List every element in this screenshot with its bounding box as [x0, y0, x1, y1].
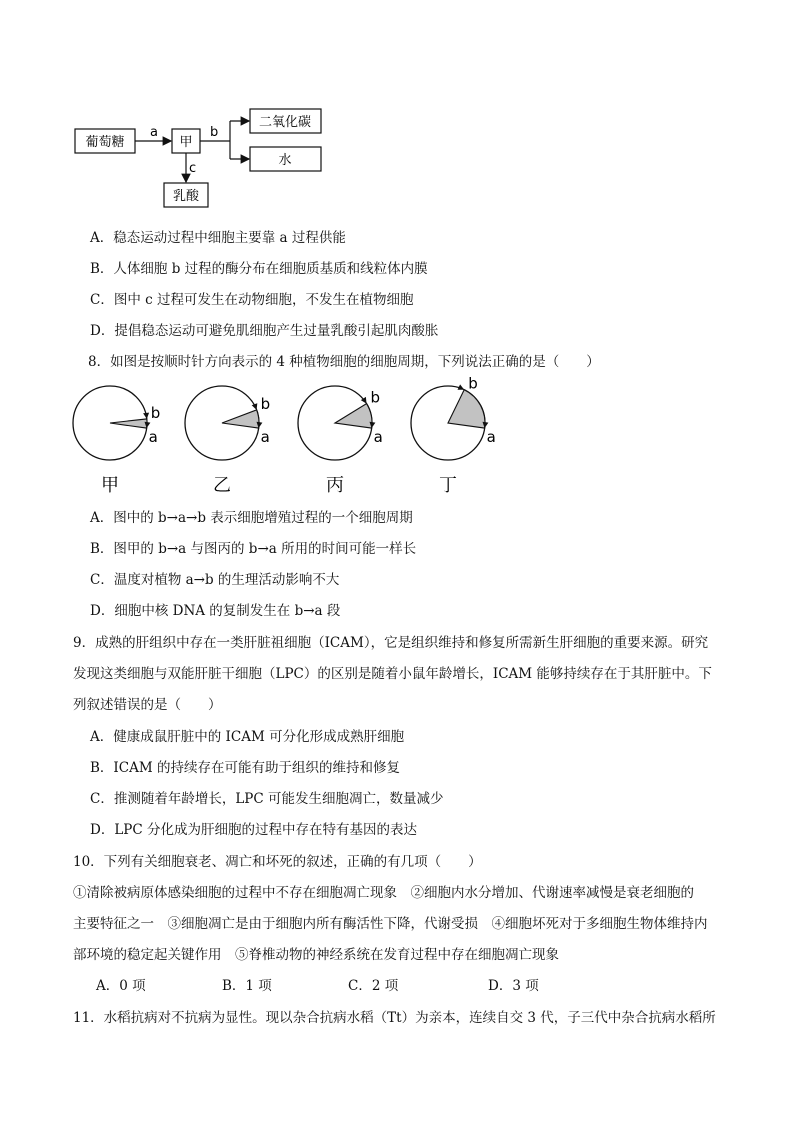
q9-option-a: A．健康成鼠肝脏中的 ICAM 可分化形成成熟肝细胞	[90, 729, 405, 745]
svg-text:二氧化碳: 二氧化碳	[258, 115, 312, 130]
cycle-name: 丁	[439, 475, 457, 496]
label-a: a	[260, 428, 270, 447]
cycle-name: 丙	[326, 475, 344, 496]
q11-stem: 11．水稻抗病对不抗病为显性。现以杂合抗病水稻（Tt）为亲本，连续自交 3 代，子三代中杂合抗病水稻所	[73, 1010, 716, 1026]
label-b: b	[150, 403, 161, 422]
q9-stem-line-3: 列叙述错误的是（ ）	[73, 697, 222, 713]
q8-option-b: B．图甲的 b→a 与图丙的 b→a 所用的时间可能一样长	[90, 541, 417, 557]
q7-option-d: D．提倡稳态运动可避免肌细胞产生过量乳酸引起肌肉酸胀	[90, 323, 439, 339]
cell-cycle-1	[73, 386, 160, 496]
cell-cycle-2	[185, 386, 270, 496]
cell-cycle-4	[411, 375, 496, 496]
svg-text:葡萄糖: 葡萄糖	[85, 135, 125, 150]
svg-text:甲: 甲	[179, 135, 193, 150]
q7-option-a: A．稳态运动过程中细胞主要靠 a 过程供能	[90, 230, 346, 246]
glucose-box	[75, 129, 135, 153]
label-a: a	[486, 428, 496, 447]
label-a: a	[150, 125, 158, 140]
svg-text:水: 水	[278, 153, 292, 168]
q10-option-a: A．0 项	[96, 978, 146, 994]
q7-option-c: C．图中 c 过程可发生在动物细胞，不发生在植物细胞	[90, 292, 414, 308]
q10-body-line-1: ①清除被病原体感染细胞的过程中不存在细胞凋亡现象 ②细胞内水分增加、代谢速率减慢是衰老细胞的	[73, 885, 694, 901]
q7-option-b: B．人体细胞 b 过程的酶分布在细胞质基质和线粒体内膜	[90, 261, 428, 277]
svg-text:乳酸: 乳酸	[172, 189, 200, 204]
q9-option-d: D．LPC 分化成为肝细胞的过程中存在特有基因的表达	[90, 822, 417, 838]
cell-cycle-3	[298, 386, 383, 496]
q10-body-line-3: 部环境的稳定起关键作用 ⑤脊椎动物的神经系统在发育过程中存在细胞凋亡现象	[73, 947, 559, 963]
label-b: b	[468, 375, 478, 393]
q8-option-c: C．温度对植物 a→b 的生理活动影响不大	[90, 572, 340, 588]
cell-cycle-diagrams	[0, 375, 794, 500]
respiration-flow-diagram	[0, 0, 794, 215]
label-c: c	[189, 161, 197, 176]
label-a: a	[373, 428, 383, 447]
q8-option-d: D．细胞中核 DNA 的复制发生在 b→a 段	[90, 603, 341, 619]
label-a: a	[148, 428, 158, 447]
q8-option-a: A．图中的 b→a→b 表示细胞增殖过程的一个细胞周期	[90, 510, 413, 526]
cycle-name: 乙	[213, 475, 231, 496]
q9-option-c: C．推测随着年龄增长，LPC 可能发生细胞凋亡，数量减少	[90, 791, 444, 807]
q10-stem: 10．下列有关细胞衰老、凋亡和坏死的叙述，正确的有几项（ ）	[73, 854, 482, 870]
q8-stem: 8．如图是按顺时针方向表示的 4 种植物细胞的细胞周期，下列说法正确的是（ ）	[88, 354, 600, 370]
q9-stem-line-1: 9．成熟的肝组织中存在一类肝脏祖细胞（ICAM），它是组织维持和修复所需新生肝细胞的重要来源。研究	[73, 635, 709, 651]
q10-option-d: D．3 项	[488, 978, 539, 994]
label-b: b	[370, 388, 381, 407]
cycle-name: 甲	[101, 475, 119, 496]
q10-option-c: C．2 项	[348, 978, 399, 994]
water-box	[250, 147, 321, 171]
label-b: b	[210, 125, 219, 140]
lactic-acid-box	[164, 183, 208, 207]
jia-box	[172, 129, 200, 153]
q10-option-b: B．1 项	[222, 978, 272, 994]
q9-stem-line-2: 发现这类细胞与双能肝脏干细胞（LPC）的区别是随着小鼠年龄增长，ICAM 能够持续存在于其肝脏中。下	[73, 666, 712, 682]
co2-box	[250, 109, 321, 133]
q9-option-b: B．ICAM 的持续存在可能有助于组织的维持和修复	[90, 760, 400, 776]
q10-body-line-2: 主要特征之一 ③细胞凋亡是由于细胞内所有酶活性下降，代谢受损 ④细胞坏死对于多细胞生物体维持内	[73, 916, 708, 932]
label-b: b	[260, 394, 271, 413]
